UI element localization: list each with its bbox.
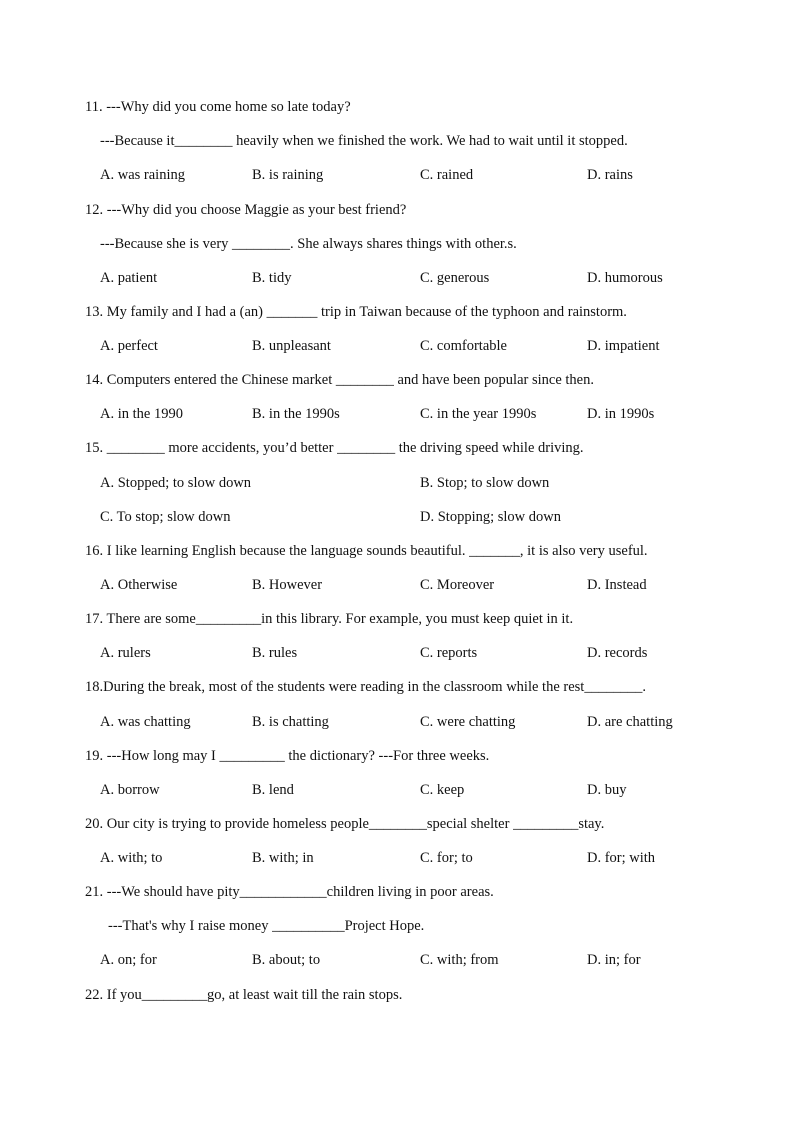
- question-16-stem: 16. I like learning English because the language sounds beautiful. _______, it is also very useful.: [85, 543, 648, 559]
- question-12-option-c: C. generous: [420, 270, 490, 286]
- question-20-option-a: A. with; to: [100, 850, 163, 866]
- question-11-dialog: ---Because it________ heavily when we finished the work. We had to wait until it stopped.: [100, 133, 628, 149]
- question-21-option-d: D. in; for: [587, 952, 641, 968]
- question-17-stem: 17. There are some_________in this library. For example, you must keep quiet in it.: [85, 611, 574, 627]
- question-14-option-c: C. in the year 1990s: [420, 406, 537, 422]
- question-18-option-b: B. is chatting: [252, 714, 329, 730]
- question-16-option-d: D. Instead: [587, 577, 647, 593]
- question-20-option-d: D. for; with: [587, 850, 656, 866]
- question-19-stem: 19. ---How long may I _________ the dictionary? ---For three weeks.: [85, 748, 490, 764]
- question-19-option-c: C. keep: [420, 782, 465, 798]
- question-22-stem: 22. If you_________go, at least wait till the rain stops.: [85, 987, 403, 1003]
- question-21-option-c: C. with; from: [420, 952, 499, 968]
- question-14-option-b: B. in the 1990s: [252, 406, 340, 422]
- question-20-option-c: C. for; to: [420, 850, 473, 866]
- question-16-option-b: B. However: [252, 577, 323, 593]
- question-12-dialog: ---Because she is very ________. She always shares things with other.s.: [100, 236, 517, 252]
- question-12-option-a: A. patient: [100, 270, 158, 286]
- question-14-option-d: D. in 1990s: [587, 406, 655, 422]
- question-17-option-c: C. reports: [420, 645, 478, 661]
- question-15-option-d: D. Stopping; slow down: [420, 509, 561, 525]
- question-21-option-a: A. on; for: [100, 952, 157, 968]
- question-13-option-b: B. unpleasant: [252, 338, 331, 354]
- question-16-option-a: A. Otherwise: [100, 577, 178, 593]
- question-11-option-c: C. rained: [420, 167, 474, 183]
- question-18-option-c: C. were chatting: [420, 714, 516, 730]
- question-18-option-d: D. are chatting: [587, 714, 673, 730]
- question-15-stem: 15. ________ more accidents, you’d better ________ the driving speed while driving.: [85, 440, 584, 456]
- question-13-option-c: C. comfortable: [420, 338, 507, 354]
- question-13-option-a: A. perfect: [100, 338, 158, 354]
- question-19-option-d: D. buy: [587, 782, 627, 798]
- question-14-option-a: A. in the 1990: [100, 406, 183, 422]
- question-21-option-b: B. about; to: [252, 952, 321, 968]
- question-15-option-a: A. Stopped; to slow down: [100, 475, 252, 491]
- question-13-option-d: D. impatient: [587, 338, 660, 354]
- question-15-option-b: B. Stop; to slow down: [420, 475, 550, 491]
- question-16-option-c: C. Moreover: [420, 577, 495, 593]
- question-13-stem: 13. My family and I had a (an) _______ trip in Taiwan because of the typhoon and rainstorm.: [85, 304, 627, 320]
- question-11-option-d: D. rains: [587, 167, 633, 183]
- question-11-option-a: A. was raining: [100, 167, 185, 183]
- question-21-dialog: ---That's why I raise money __________Project Hope.: [108, 918, 425, 934]
- question-17-option-a: A. rulers: [100, 645, 151, 661]
- question-19-option-a: A. borrow: [100, 782, 160, 798]
- question-19-option-b: B. lend: [252, 782, 294, 798]
- question-20-stem: 20. Our city is trying to provide homeless people________special shelter _________stay.: [85, 816, 605, 832]
- question-11-stem: 11. ---Why did you come home so late today?: [85, 99, 351, 115]
- question-17-option-b: B. rules: [252, 645, 298, 661]
- question-18-option-a: A. was chatting: [100, 714, 191, 730]
- question-11-option-b: B. is raining: [252, 167, 324, 183]
- question-15-option-c: C. To stop; slow down: [100, 509, 231, 525]
- question-18-stem: 18.During the break, most of the students were reading in the classroom while the rest________.: [85, 679, 646, 695]
- question-17-option-d: D. records: [587, 645, 648, 661]
- question-12-option-b: B. tidy: [252, 270, 292, 286]
- question-14-stem: 14. Computers entered the Chinese market ________ and have been popular since then.: [85, 372, 594, 388]
- question-21-stem: 21. ---We should have pity____________children living in poor areas.: [85, 884, 494, 900]
- question-12-option-d: D. humorous: [587, 270, 663, 286]
- question-20-option-b: B. with; in: [252, 850, 314, 866]
- question-12-stem: 12. ---Why did you choose Maggie as your best friend?: [85, 202, 407, 218]
